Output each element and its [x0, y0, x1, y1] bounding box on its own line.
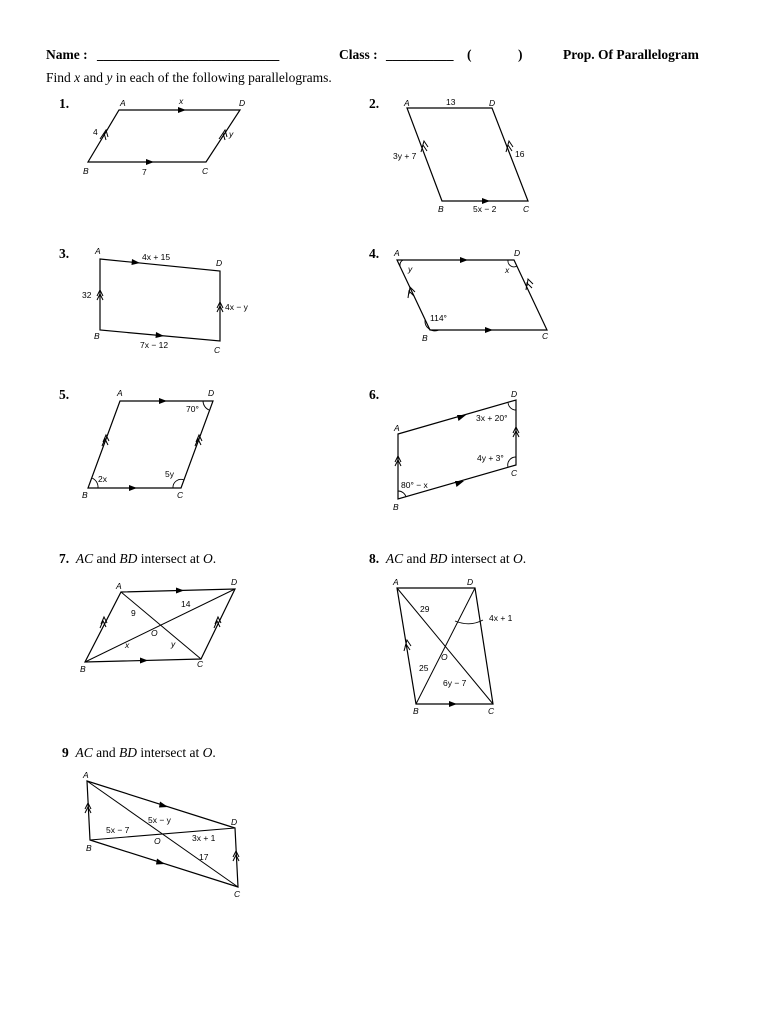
problem-5-angle-c: 5y: [165, 469, 174, 479]
problem-8-o: O: [513, 551, 523, 566]
problem-9-seg-oc: 17: [199, 852, 209, 862]
problem-1-vertex-d: D: [239, 98, 246, 108]
problem-1-side-left: 4: [93, 127, 98, 137]
class-label: Class :: [339, 47, 378, 62]
problem-7-ac: AC: [75, 551, 94, 566]
problem-4-angle-a-arc: [400, 260, 403, 266]
problem-3-arrow-bottom: [156, 332, 165, 338]
problem-7-arrow-top: [176, 588, 184, 594]
problem-2-vertex-d: D: [489, 98, 496, 108]
problem-5-angle-d: 70°: [186, 404, 199, 414]
problem-8-seg-ao: 29: [420, 604, 430, 614]
problem-1-arrow-bottom: [146, 159, 154, 165]
problem-9-seg-od: 3x + 1: [192, 833, 216, 843]
problem-5-vertex-c: C: [177, 490, 184, 500]
problem-3-side-bottom: 7x − 12: [140, 340, 169, 350]
problem-9-vertex-c: C: [234, 889, 241, 899]
problem-2-arrow-left: [421, 141, 428, 152]
problem-2-vertex-c: C: [523, 204, 530, 214]
problem-8-number: 8.: [369, 551, 380, 566]
problem-8-end: .: [522, 551, 527, 566]
worksheet-title: Prop. Of Parallelogram: [563, 47, 699, 62]
problem-9-o: O: [202, 745, 213, 760]
problem-9-vertex-a: A: [83, 770, 89, 780]
class-paren-close: ): [518, 47, 523, 62]
problem-9-end: .: [212, 745, 216, 760]
problem-4-angle-b: 114°: [430, 313, 447, 323]
problem-4-vertex-c: C: [542, 331, 549, 341]
problem-5-arrow-left: [102, 435, 109, 446]
instructions-y: y: [106, 70, 113, 85]
name-label: Name :: [46, 47, 88, 62]
class-paren-open: (: [467, 47, 472, 62]
problem-7-vertex-a: A: [116, 581, 122, 591]
problem-5-arrow-bottom: [129, 485, 137, 491]
problem-8-vertex-c: C: [488, 706, 495, 716]
problem-2-parallelogram: [407, 108, 528, 201]
problem-2-side-bottom: 5x − 2: [473, 204, 497, 214]
problem-2-side-top: 13: [446, 97, 456, 107]
problem-5-vertex-a: A: [117, 388, 123, 398]
problem-8-dc-arc: [455, 620, 483, 624]
problem-7-and: and: [93, 551, 120, 566]
problem-9-vertex-d: D: [231, 817, 238, 827]
problem-7-o: O: [203, 551, 213, 566]
problem-7-bd: BD: [119, 551, 138, 566]
problem-1-side-top: x: [179, 96, 184, 106]
problem-7-seg-oc: y: [171, 639, 176, 649]
problem-2-side-right: 16: [515, 149, 525, 159]
class-blank[interactable]: __________: [386, 47, 454, 62]
problem-8-and: and: [403, 551, 430, 566]
problem-9-figure: [82, 770, 241, 899]
problem-2-figure: [393, 97, 530, 214]
problem-9-arrow-bottom: [156, 859, 165, 865]
problem-4-vertex-b: B: [422, 333, 428, 343]
problem-3-figure: [82, 246, 249, 355]
name-blank[interactable]: ___________________________: [97, 47, 280, 62]
problem-8-center-o: O: [441, 652, 448, 662]
problem-8-seg-oc: 6y − 7: [443, 678, 467, 688]
problem-4-angle-d: x: [505, 265, 510, 275]
problem-7-figure: [80, 577, 237, 674]
problem-6-angle-b-arc: [398, 491, 406, 497]
problem-8-figure: [392, 577, 513, 716]
problem-4-vertex-a: A: [394, 248, 400, 258]
problem-3-parallelogram: [100, 258, 223, 341]
problem-2-arrow-right: [506, 141, 513, 152]
problem-7-vertex-c: C: [197, 659, 204, 669]
problem-1-vertex-b: B: [83, 166, 89, 176]
problem-8-seg-bo: 25: [419, 663, 429, 673]
problem-8-seg-dc: 4x + 1: [489, 613, 513, 623]
problem-4-vertex-d: D: [514, 248, 521, 258]
problem-6-angle-d-arc: [508, 402, 516, 410]
problem-9-ac: AC: [75, 745, 93, 760]
problem-7-seg-ao: 9: [131, 608, 136, 618]
problem-6-vertex-c: C: [511, 468, 518, 478]
problem-1-side-bottom: 7: [142, 167, 147, 177]
problem-8-vertex-a: A: [393, 577, 399, 587]
problem-6-figure: [393, 389, 519, 512]
problem-3-side-right: 4x − y: [225, 302, 248, 312]
problem-4-figure: [393, 248, 549, 343]
problem-5-arrow-top: [159, 398, 167, 404]
problem-3-arrow-top: [132, 259, 141, 265]
problem-8-bd: BD: [429, 551, 448, 566]
problem-9-and: and: [92, 745, 120, 760]
problem-1-parallelogram: [88, 110, 240, 162]
problem-1-vertex-c: C: [202, 166, 209, 176]
problem-9-vertex-b: B: [86, 843, 92, 853]
problem-9-arrow-top: [159, 802, 168, 808]
problem-4-angle-a: y: [408, 264, 413, 274]
problem-4-number: 4.: [369, 246, 380, 261]
problem-1-side-right: y: [229, 129, 234, 139]
problem-9-center-o: O: [154, 836, 161, 846]
problem-3-side-left: 32: [82, 290, 92, 300]
problem-3-vertex-a: A: [95, 246, 101, 256]
problem-3-side-top: 4x + 15: [142, 252, 171, 262]
problem-1-arrow-top: [178, 107, 186, 113]
problem-6-angle-b: 80° − x: [401, 480, 428, 490]
problem-1-figure: [83, 96, 245, 177]
problem-8-rest: intersect at: [447, 551, 513, 566]
problem-5-vertex-b: B: [82, 490, 88, 500]
problem-3-vertex-c: C: [214, 345, 221, 355]
instructions-mid: and: [80, 70, 107, 85]
problem-3-number: 3.: [59, 246, 70, 261]
problem-6-arrow-bottom: [455, 481, 464, 487]
problem-6-vertex-b: B: [393, 502, 399, 512]
problem-5-number: 5.: [59, 387, 70, 402]
problem-5-angle-d-arc: [203, 401, 209, 410]
problem-7-rest: intersect at: [137, 551, 203, 566]
problem-9-seg-ao: 5x − y: [148, 815, 171, 825]
problem-6-vertex-a: A: [394, 423, 400, 433]
problem-4-arrow-bottom: [485, 327, 493, 333]
problem-8-ac: AC: [385, 551, 404, 566]
problem-7-center-o: O: [151, 628, 158, 638]
problem-9-bd: BD: [119, 745, 138, 760]
problem-7-arrow-bottom: [140, 658, 148, 664]
instructions-x: x: [74, 70, 81, 85]
problem-1-vertex-a: A: [120, 98, 126, 108]
problem-5-vertex-d: D: [208, 388, 215, 398]
problem-7-number: 7.: [59, 551, 70, 566]
problem-3-vertex-d: D: [216, 258, 223, 268]
problem-2-side-left: 3y + 7: [393, 151, 417, 161]
problem-4-arrow-top: [460, 257, 468, 263]
problem-5-arrow-right: [195, 435, 202, 446]
problem-2-number: 2.: [369, 96, 380, 111]
problem-7-diagonal-bd: [85, 589, 235, 662]
problem-6-arrow-top: [457, 415, 466, 421]
problem-8-vertex-b: B: [413, 706, 419, 716]
problem-9-seg-bo: 5x − 7: [106, 825, 130, 835]
problem-4-parallelogram: [397, 260, 547, 330]
problem-6-angle-d: 3x + 20°: [476, 413, 508, 423]
problem-7-seg-od: 14: [181, 599, 191, 609]
problem-7-end: .: [212, 551, 217, 566]
problem-3-vertex-b: B: [94, 331, 100, 341]
problem-6-number: 6.: [369, 387, 380, 402]
problem-9-number: 9: [62, 745, 69, 760]
problem-5-angle-b: 2x: [98, 474, 107, 484]
problem-1-number: 1.: [59, 96, 70, 111]
problem-7-vertex-b: B: [80, 664, 86, 674]
problem-7-seg-bo: x: [125, 640, 130, 650]
problem-6-angle-c: 4y + 3°: [477, 453, 504, 463]
instructions-post: in each of the following parallelograms.: [112, 70, 332, 85]
problem-2-vertex-b: B: [438, 204, 444, 214]
problem-6-vertex-d: D: [511, 389, 518, 399]
problem-5-figure: [82, 388, 214, 500]
problem-8-vertex-d: D: [467, 577, 474, 587]
problem-7-vertex-d: D: [231, 577, 238, 587]
problem-9-rest: intersect at: [137, 745, 203, 760]
problem-2-vertex-a: A: [404, 98, 410, 108]
instructions-pre: Find: [46, 70, 75, 85]
problem-8-arrow-bottom: [449, 701, 457, 707]
